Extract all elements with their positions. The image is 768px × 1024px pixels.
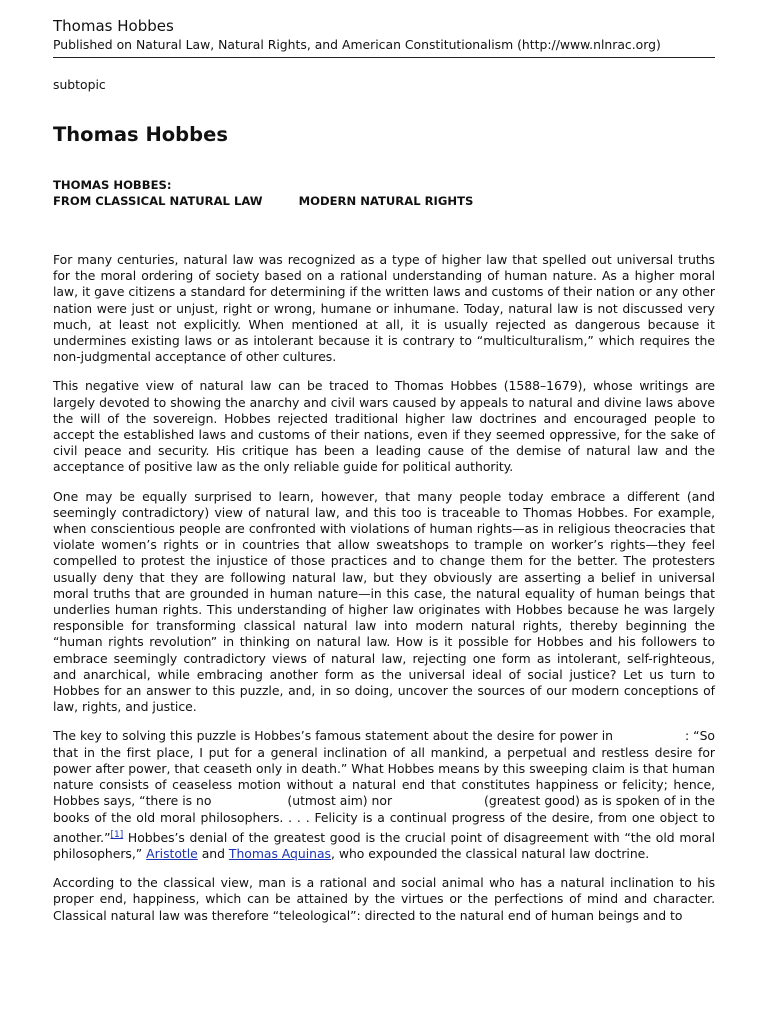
paragraph-2: This negative view of natural law can be traced to Thomas Hobbes (1588–1679), whose writings are largely devoted to showing the anarchy and civil wars caused by appeals to natural and divine laws above the will of the sovereign. Hobbes rejected traditional higher law doctrines and encouraged people to accept the established laws and customs of their nations, even if they seemed oppressive, for the sake of civil peace and security. His critique has been a leading cause of the demise of natural law and the acceptance of positive law as the only reliable guide for political authority. [53,378,715,475]
header-title: Thomas Hobbes [53,17,174,35]
footnote-link[interactable]: [1] [110,829,124,840]
p4-text-c: (utmost aim) nor [287,793,393,809]
subheading-left: FROM CLASSICAL NATURAL LAW [53,194,263,208]
p4-text-f: and [201,846,225,862]
p4-text-a: The key to solving this puzzle is Hobbes’s famous statement about the desire for power in [53,728,613,744]
p4-text-b: : “So that in the first place, I put for a general inclination of all mankind, a perpetual and restless desire for power after power, that ceaseth only in death.” What Hobbes means by this sweeping claim is that human nature consists of ceaseless motion without a natural end that constitutes happiness or felicity; hence, Hobbes says, “there is no [53,728,715,809]
p4-text-d: (greatest good) as is spoken of in the books of the old moral philosophers. . . . Felicity is a continual progress of the desire, from one object to another.” [53,793,715,845]
subtopic-label: subtopic [53,77,106,92]
paragraph-1: For many centuries, natural law was recognized as a type of higher law that spelled out universal truths for the moral ordering of society based on a rational understanding of human nature. As a higher moral law, it gave citizens a standard for determining if the written laws and customs of their nation or any other nation were just or unjust, right or wrong, humane or inhumane. Today, natural law is not discussed very much, at least not explicitly. When mentioned at all, it is usually rejected as dangerous because it undermines existing laws or as intolerant because it is contrary to “multiculturalism,” which requires the non-judgmental acceptance of other cultures. [53,252,715,365]
article-title: Thomas Hobbes [53,123,228,146]
p4-text-e: Hobbes’s denial of the greatest good is the crucial point of disagreement with “the old moral philosophers,” [53,829,715,862]
header-published: Published on Natural Law, Natural Rights, and American Constitutionalism (http://www.nlnrac.org) [53,37,661,52]
subheading-right: MODERN NATURAL RIGHTS [298,194,474,208]
subheading-line1: THOMAS HOBBES: [53,178,172,192]
paragraph-5: According to the classical view, man is a rational and social animal who has a natural inclination to his proper end, happiness, which can be attained by the virtues or the perfections of mind and character. Classical natural law was therefore “teleological”: directed to the natural end of human beings and to [53,875,715,923]
subheading-line2 [53,193,715,209]
aristotle-link[interactable]: Aristotle [146,846,198,862]
paragraph-4 [53,728,715,862]
thomas-aquinas-link[interactable]: Thomas Aquinas [228,846,331,862]
document-page [53,16,715,924]
subheading [53,177,715,209]
header-rule [53,57,715,58]
paragraph-3: One may be equally surprised to learn, however, that many people today embrace a different (and seemingly contradictory) view of natural law, and this too is traceable to Thomas Hobbes. For example, when conscientious people are confronted with violations of human rights—as in religious theocracies that violate women’s rights or in countries that allow sweatshops to trample on worker’s rights—they feel compelled to protest the injustice of those practices and to change them for the better. The protesters usually deny that they are following natural law, but they obviously are asserting a belief in universal moral truths that are grounded in human nature—in this case, the natural equality of human beings that underlies human rights. This understanding of higher law originates with Hobbes because he was largely responsible for transforming classical natural law into modern natural rights, thereby beginning the “human rights revolution” in thinking on natural law. How is it possible for Hobbes and his followers to embrace seemingly contradictory views of natural law, rejecting one form as intolerant, self-righteous, and anarchical, while embracing another form as the universal ideal of social justice? Let us turn to Hobbes for an answer to this puzzle, and, in so doing, uncover the sources of our modern conceptions of law, rights, and justice. [53,488,715,715]
p4-text-g: , who expounded the classical natural law doctrine. [331,846,650,862]
